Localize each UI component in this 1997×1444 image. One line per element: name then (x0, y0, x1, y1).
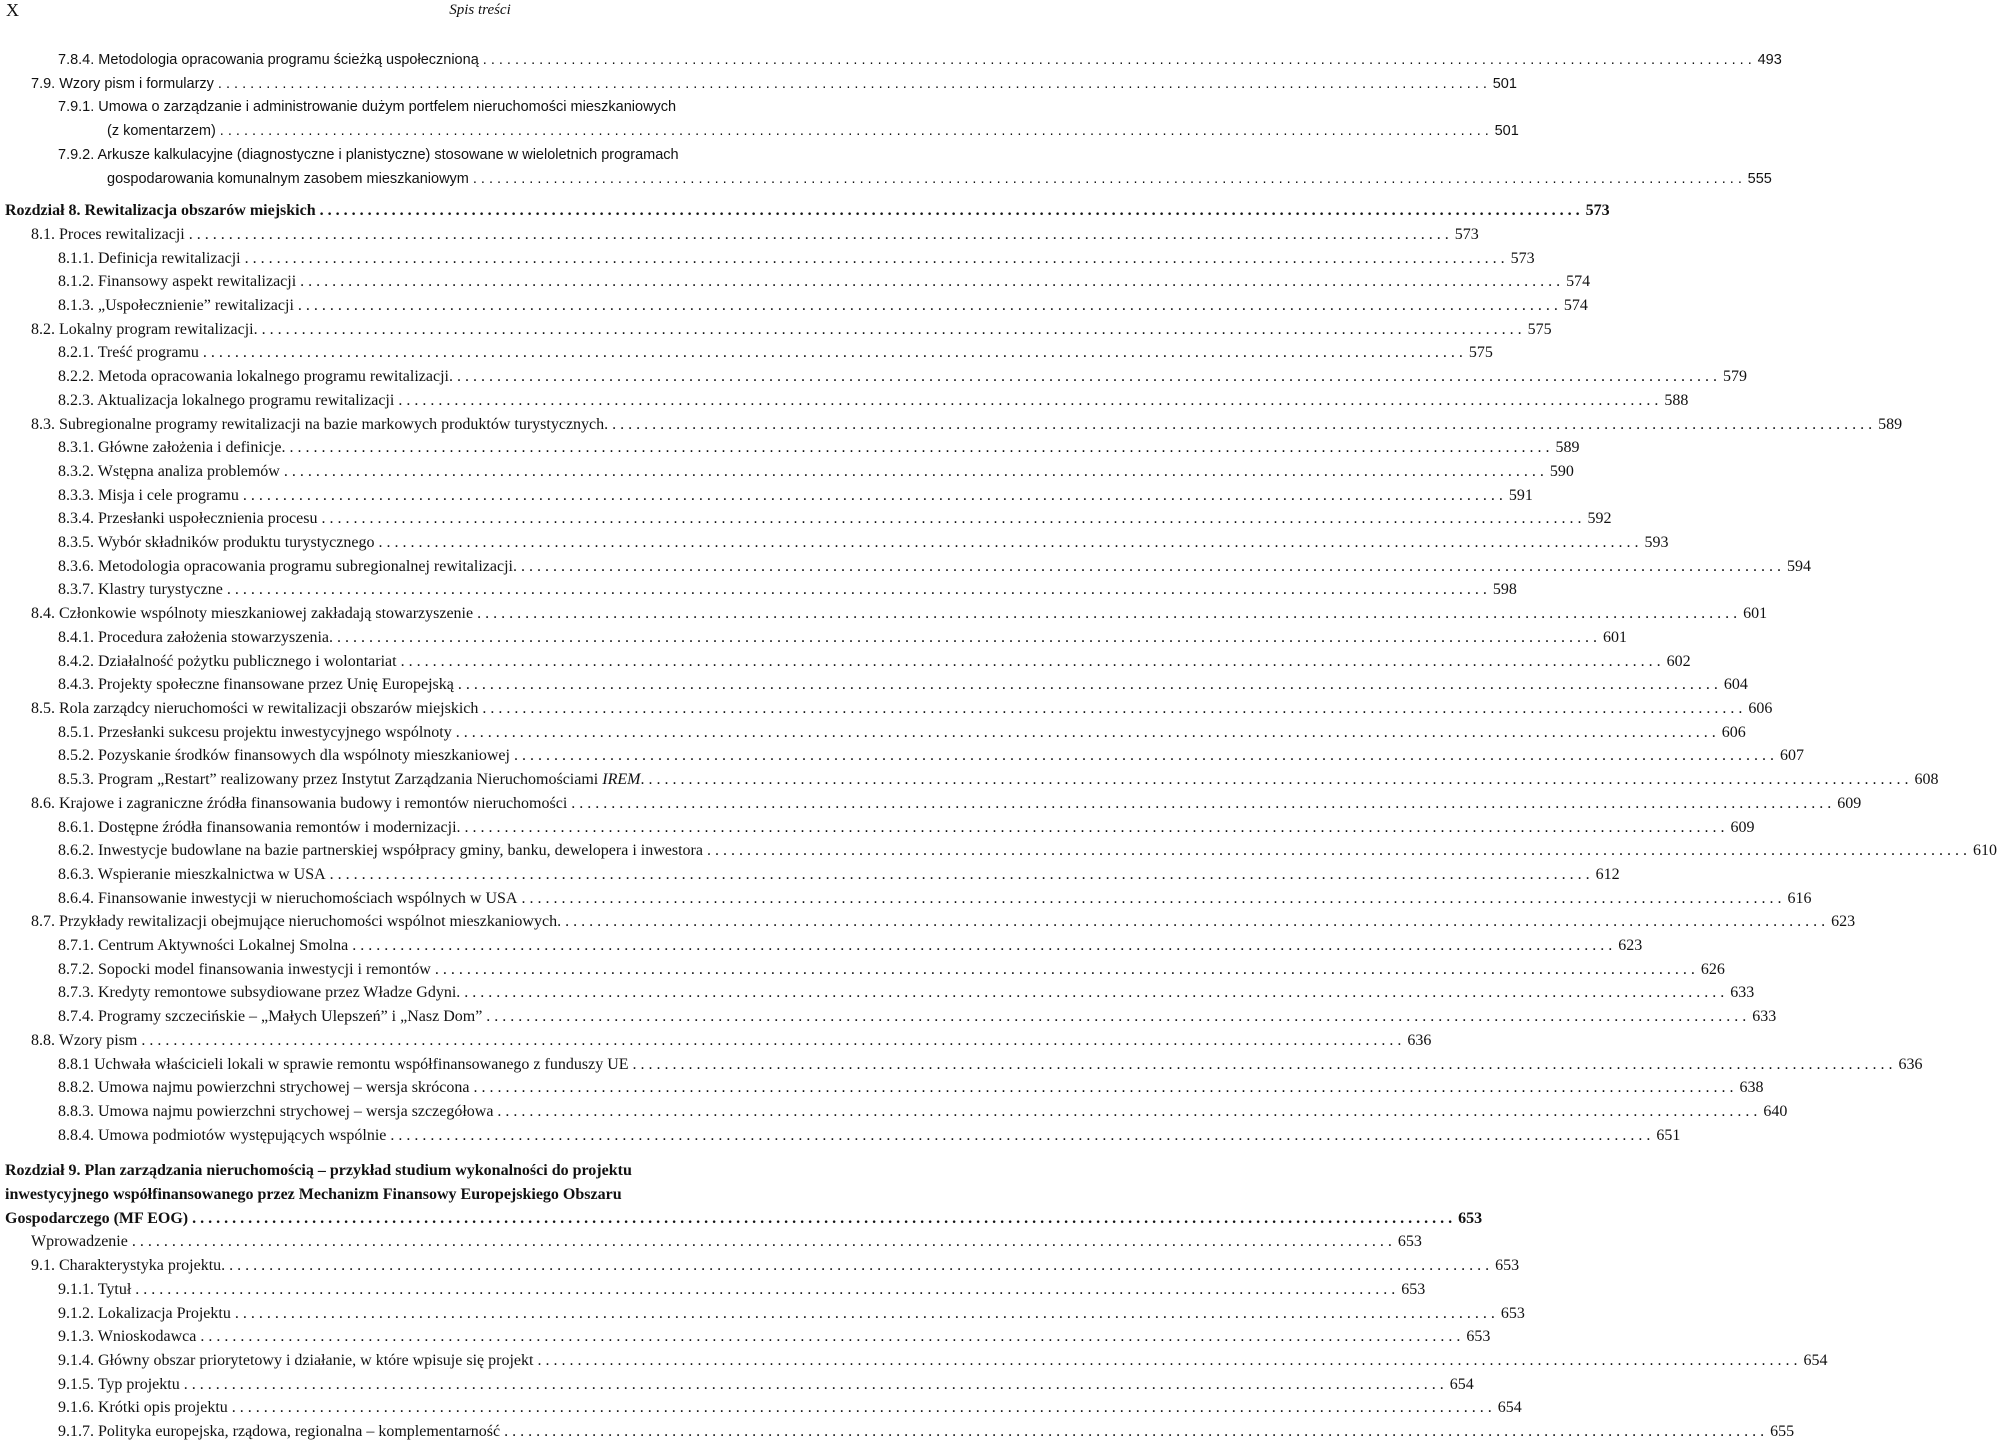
toc-entry-title: 8.2. Lokalny program rewitalizacji. (31, 320, 258, 338)
dot-leader (132, 1230, 1392, 1254)
toc-entry-page: 654 (1497, 1399, 1522, 1417)
toc-entry-line (58, 247, 1535, 271)
toc-entry-title: 8.6.3. Wspieranie mieszkalnictwa w USA (58, 865, 326, 883)
dot-leader (486, 1005, 1746, 1029)
toc-entry-page: 601 (1743, 605, 1768, 623)
dot-leader (497, 1100, 1757, 1124)
toc-entry-line (58, 168, 1772, 192)
toc-entry-title: 8.7. Przykłady rewitalizacji obejmujące nieruchomości wspólnot mieszkaniowych. (31, 913, 562, 931)
dot-leader (465, 816, 1725, 840)
toc-entry-title: 8.7.4. Programy szczecińskie – „Małych Ulepszeń” i „Nasz Dom” (58, 1008, 483, 1026)
toc-entry-line (58, 958, 1725, 982)
toc-entry-title: 8.1. Proces rewitalizacji (31, 225, 185, 243)
toc-entry-page: 501 (1492, 75, 1517, 92)
toc-entry-line (58, 484, 1533, 508)
toc-entry (0, 816, 1755, 840)
toc-entry (0, 484, 1533, 508)
toc-entry-line (58, 294, 1588, 318)
dot-leader (245, 247, 1505, 271)
toc-entry-page: 626 (1700, 960, 1725, 978)
toc-entry (0, 1254, 1520, 1278)
dot-leader (483, 49, 1752, 73)
toc-entry-line (58, 1373, 1474, 1397)
toc-entry-title: Rozdział 8. Rewitalizacja obszarów miejskich (5, 202, 316, 220)
dot-leader (141, 1029, 1401, 1053)
toc-entry (0, 555, 1811, 579)
toc-entry-line (58, 1420, 1795, 1444)
toc-entry-line (58, 934, 1643, 958)
toc-entry (0, 887, 1812, 911)
toc-entry-title: 8.3.6. Metodologia opracowania programu subregionalnej rewitalizacji. (58, 557, 517, 575)
dot-leader (398, 389, 1658, 413)
dot-leader (337, 626, 1597, 650)
toc-entry (0, 341, 1493, 365)
dot-leader (633, 1053, 1893, 1077)
toc-entry-page: 610 (1972, 842, 1997, 860)
toc-entry (0, 1349, 1828, 1373)
toc-entry-line (58, 721, 1746, 745)
dot-leader (707, 839, 1967, 863)
toc-entry-title: 8.5. Rola zarządcy nieruchomości w rewitalizacji obszarów miejskich (31, 699, 479, 717)
toc-entry (0, 721, 1746, 745)
toc-entry-line (58, 816, 1755, 840)
toc-entry (0, 199, 1610, 223)
dot-leader (203, 341, 1463, 365)
toc-entry-line (58, 673, 1748, 697)
toc-entry-page: 633 (1752, 1008, 1777, 1026)
toc-entry (0, 1029, 1432, 1053)
toc-entry-page: 594 (1786, 557, 1811, 575)
toc-entry-page: 654 (1803, 1351, 1828, 1369)
toc-entry (0, 1100, 1788, 1124)
toc-entry-page: 579 (1722, 368, 1747, 386)
toc-entry-title: 9.1.6. Krótki opis projektu (58, 1399, 228, 1417)
toc-entry-title: 8.3.7. Klastry turystyczne (58, 581, 223, 599)
toc-entry-line (58, 436, 1580, 460)
page-header (0, 0, 960, 24)
toc-entry-line (58, 839, 1997, 863)
toc-entry-page: 655 (1770, 1423, 1795, 1441)
toc-entry-title: 9.1. Charakterystyka projektu. (31, 1257, 226, 1275)
page-number: X (6, 0, 19, 20)
toc-entry (0, 1325, 1491, 1349)
dot-leader (457, 365, 1717, 389)
toc-entry-title-line: 7.9.1. Umowa o zarządzanie i administrowanie dużym portfelem nieruchomości mieszkaniowych (58, 99, 677, 116)
toc-entry-line (31, 73, 1517, 97)
toc-entry-line (31, 602, 1768, 626)
dot-leader (378, 531, 1638, 555)
toc-entry-title: 9.1.7. Polityka europejska, rządowa, regionalna – komplementarność (58, 1423, 501, 1441)
toc-entry-title: 8.6.2. Inwestycje budowlane na bazie partnerskiej współpracy gminy, banku, dewelopera i inwestora (58, 842, 703, 860)
toc-entry-page: 573 (1585, 202, 1610, 220)
toc-entry-page: 589 (1555, 439, 1580, 457)
toc-entry (0, 673, 1748, 697)
toc-entry (0, 626, 1627, 650)
toc-entry-title: 8.7.2. Sopocki model finansowania inwestycji i remontów (58, 960, 431, 978)
toc-entry-line (31, 910, 1856, 934)
toc-entry-line (31, 1254, 1520, 1278)
toc-entry (0, 768, 1939, 792)
toc-entry (0, 531, 1669, 555)
dot-leader (482, 697, 1742, 721)
toc-entry-page: 606 (1748, 699, 1773, 717)
toc-entry-page: 612 (1595, 865, 1620, 883)
toc-entry-title: 8.8.4. Umowa podmiotów występujących wspólnie (58, 1126, 387, 1144)
toc-entry-line (58, 1076, 1764, 1100)
dot-leader (135, 1278, 1395, 1302)
toc-entry-page: 653 (1458, 1209, 1483, 1227)
toc-entry-line (58, 626, 1627, 650)
toc-entry-title: 8.1.2. Finansowy aspekt rewitalizacji (58, 273, 297, 291)
toc-entry (0, 365, 1747, 389)
dot-leader (464, 981, 1724, 1005)
dot-leader (521, 887, 1781, 911)
toc-entry-page: 493 (1757, 52, 1782, 68)
toc-entry (0, 910, 1856, 934)
toc-entry-title: 9.1.5. Typ projektu (58, 1375, 180, 1393)
toc-entry-page: 589 (1878, 415, 1903, 433)
toc-entry (0, 1230, 1422, 1254)
toc-entry-page: 653 (1500, 1304, 1525, 1322)
toc-entry-page: 573 (1454, 225, 1479, 243)
toc-entry-title: gospodarowania komunalnym zasobem mieszkaniowym (107, 170, 469, 187)
toc-entry-page: 607 (1779, 747, 1804, 765)
toc-entry (0, 96, 1519, 143)
toc-entry-page: 575 (1527, 320, 1552, 338)
toc-entry-title: 8.4. Członkowie wspólnoty mieszkaniowej zakładają stowarzyszenie (31, 605, 474, 623)
toc-entry-line (58, 1349, 1828, 1373)
toc-entry (0, 697, 1773, 721)
dot-leader (401, 650, 1661, 674)
toc-entry (0, 1396, 1522, 1420)
toc-entry-page: 636 (1407, 1031, 1432, 1049)
toc-entry-title-line: inwestycyjnego współfinansowanego przez Mechanizm Finansowy Europejskiego Obszaru (5, 1186, 622, 1204)
toc-entry-title: 8.1.3. „Uspołecznienie” rewitalizacji (58, 297, 294, 315)
dot-leader (320, 199, 1580, 223)
toc-entry (0, 1124, 1681, 1148)
toc-entry-line (58, 389, 1689, 413)
toc-entry-page: 501 (1494, 123, 1519, 140)
toc-entry (0, 389, 1689, 413)
running-title: Spis treści (449, 2, 511, 18)
toc-entry-page: 654 (1449, 1375, 1474, 1393)
toc-entry-title: 8.8. Wzory pism (31, 1031, 138, 1049)
toc-entry-page: 575 (1468, 344, 1493, 362)
toc-entry-page: 608 (1914, 771, 1939, 789)
toc-entry-title: 8.4.3. Projekty społeczne finansowane przez Unię Europejską (58, 676, 454, 694)
toc-entry-line (58, 1124, 1681, 1148)
dot-leader (473, 168, 1742, 192)
toc-entry-line (31, 1230, 1422, 1254)
toc-entry (0, 247, 1535, 271)
toc-entry-line (58, 120, 1519, 144)
toc-entry-line (58, 863, 1620, 887)
toc-entry-title: 8.7.3. Kredyty remontowe subsydiowane przez Władze Gdyni. (58, 984, 461, 1002)
toc-entry-page: 590 (1549, 462, 1574, 480)
toc-entry-line (31, 1029, 1432, 1053)
toc-entry-line (58, 650, 1691, 674)
toc-entry-line (58, 1396, 1522, 1420)
dot-leader (262, 318, 1522, 342)
toc-entry-page: 592 (1587, 510, 1612, 528)
toc-entry-title: 8.3. Subregionalne programy rewitalizacji na bazie markowych produktów turystycznych. (31, 415, 609, 433)
toc-entry-line (58, 1325, 1491, 1349)
toc-entry (0, 744, 1804, 768)
toc-entry-line (58, 887, 1812, 911)
toc-entry-page: 591 (1508, 486, 1533, 504)
toc-entry (0, 318, 1552, 342)
toc-entry (0, 294, 1588, 318)
toc-entry-line (58, 341, 1493, 365)
toc-entry-page: 609 (1837, 794, 1862, 812)
toc-entry-line (31, 223, 1479, 247)
toc-entry-line (58, 578, 1517, 602)
toc-entry-line (58, 49, 1782, 73)
toc-entry-line (58, 365, 1747, 389)
toc-entry-title: 9.1.3. Wnioskodawca (58, 1328, 197, 1346)
toc-entry-line (58, 531, 1669, 555)
dot-leader (565, 910, 1825, 934)
dot-leader (612, 413, 1872, 437)
toc-entry-page: 623 (1831, 913, 1856, 931)
toc-entry-line (31, 413, 1903, 437)
dot-leader (220, 120, 1489, 144)
dot-leader (477, 602, 1737, 626)
toc-entry-page: 640 (1763, 1102, 1788, 1120)
toc-entry (0, 1159, 1483, 1230)
toc-entry-page: 616 (1787, 889, 1812, 907)
toc-entry-page: 598 (1492, 581, 1517, 599)
toc-entry-line (58, 744, 1804, 768)
toc-entry-title: 9.1.2. Lokalizacja Projektu (58, 1304, 231, 1322)
toc-entry-title: 8.8.3. Umowa najmu powierzchni strychowej – wersja szczegółowa (58, 1102, 494, 1120)
toc-entry-title-line: 7.9.2. Arkusze kalkulacyjne (diagnostyczne i planistyczne) stosowane w wieloletnich programach (58, 146, 679, 163)
toc-entry-title: 9.1.1. Tytuł (58, 1280, 132, 1298)
toc-entry-title: 8.3.4. Przesłanki uspołecznienia procesu (58, 510, 318, 528)
toc-entry-title: 9.1.4. Główny obszar priorytetowy i działanie, w które wpisuje się projekt (58, 1351, 534, 1369)
toc-entry-line (58, 981, 1755, 1005)
toc-entry-line (58, 460, 1574, 484)
dot-leader (218, 73, 1487, 97)
table-of-contents (0, 49, 1997, 1444)
toc-entry-title: 8.8.2. Umowa najmu powierzchni strychowej – wersja skrócona (58, 1079, 470, 1097)
toc-entry (0, 270, 1591, 294)
dot-leader (235, 1302, 1495, 1326)
toc-entry (0, 602, 1768, 626)
toc-entry-page: 601 (1603, 628, 1627, 646)
toc-entry (0, 413, 1903, 437)
dot-leader (435, 958, 1695, 982)
toc-entry (0, 73, 1517, 97)
toc-entry (0, 144, 1772, 191)
toc-entry-title: 8.6.1. Dostępne źródła finansowania remontów i modernizacji. (58, 818, 461, 836)
toc-entry (0, 958, 1725, 982)
toc-entry-title: 8.5.3. Program „Restart” realizowany przez Instytut Zarządzania Nieruchomościami IREM. (58, 771, 645, 789)
toc-entry-title: Wprowadzenie (31, 1233, 128, 1251)
toc-entry-line (58, 1053, 1923, 1077)
dot-leader (537, 1349, 1797, 1373)
toc-entry (0, 223, 1479, 247)
dot-leader (390, 1124, 1650, 1148)
toc-entry (0, 578, 1517, 602)
toc-entry-title: 8.5.2. Pozyskanie środków finansowych dla wspólnoty mieszkaniowej (58, 747, 510, 765)
toc-entry-page: 602 (1666, 652, 1691, 670)
toc-entry-title: 8.4.2. Działalność pożytku publicznego i wolontariat (58, 652, 397, 670)
dot-leader (200, 1325, 1460, 1349)
toc-entry-page: 653 (1495, 1257, 1520, 1275)
toc-entry (0, 507, 1612, 531)
dot-leader (321, 507, 1581, 531)
toc-entry-page: 604 (1723, 676, 1748, 694)
toc-entry-line (31, 318, 1552, 342)
dot-leader (571, 792, 1831, 816)
toc-entry-line (58, 507, 1612, 531)
toc-entry-title: 8.1.1. Definicja rewitalizacji (58, 249, 241, 267)
toc-entry-line (58, 768, 1939, 792)
toc-entry (0, 934, 1643, 958)
toc-entry-page: 633 (1730, 984, 1755, 1002)
toc-entry (0, 981, 1755, 1005)
toc-entry-line (31, 697, 1773, 721)
toc-entry (0, 1302, 1525, 1326)
toc-entry-page: 653 (1401, 1280, 1426, 1298)
toc-entry-title: 8.2.3. Aktualizacja lokalnego programu rewitalizacji (58, 391, 395, 409)
toc-entry-title: 7.8.4. Metodologia opracowania programu ścieżką uspołecznioną (58, 52, 479, 68)
toc-entry-page: 653 (1397, 1233, 1422, 1251)
toc-entry-title: Gospodarczego (MF EOG) (5, 1209, 189, 1227)
toc-entry-page: 573 (1510, 249, 1535, 267)
dot-leader (300, 270, 1560, 294)
dot-leader (504, 1420, 1764, 1444)
toc-entry-line (58, 1278, 1426, 1302)
toc-entry-page: 638 (1739, 1079, 1764, 1097)
toc-entry (0, 1053, 1923, 1077)
toc-entry-line (58, 555, 1811, 579)
toc-entry-title: 8.2.2. Metoda opracowania lokalnego programu rewitalizacji. (58, 368, 453, 386)
toc-entry-title: 8.5.1. Przesłanki sukcesu projektu inwestycyjnego wspólnoty (58, 723, 452, 741)
toc-entry-title: 8.3.2. Wstępna analiza problemów (58, 462, 280, 480)
toc-entry-page: 636 (1898, 1055, 1923, 1073)
toc-entry-title: 8.7.1. Centrum Aktywności Lokalnej Smolna (58, 937, 349, 955)
toc-entry-title: 8.6.4. Finansowanie inwestycji w nieruchomościach wspólnych w USA (58, 889, 518, 907)
toc-entry-title: 8.3.1. Główne założenia i definicje. (58, 439, 286, 457)
dot-leader (192, 1207, 1452, 1231)
toc-entry-line (58, 1005, 1777, 1029)
dot-leader (243, 484, 1503, 508)
toc-entry (0, 1076, 1764, 1100)
toc-entry (0, 650, 1691, 674)
toc-entry-page: 609 (1730, 818, 1755, 836)
toc-entry (0, 49, 1782, 73)
toc-entry-title: 8.6. Krajowe i zagraniczne źródła finansowania budowy i remontów nieruchomości (31, 794, 568, 812)
toc-entry (0, 863, 1620, 887)
toc-entry-page: 623 (1618, 937, 1643, 955)
toc-entry-title: 8.3.5. Wybór składników produktu turystycznego (58, 534, 375, 552)
dot-leader (289, 436, 1549, 460)
toc-entry (0, 792, 1862, 816)
toc-entry-page: 588 (1664, 391, 1689, 409)
dot-leader (521, 555, 1781, 579)
dot-leader (458, 673, 1718, 697)
toc-entry-page: 653 (1466, 1328, 1491, 1346)
toc-entry-page: 593 (1644, 534, 1669, 552)
toc-entry-page: 574 (1566, 273, 1591, 291)
toc-entry-title: 8.4.1. Procedura założenia stowarzyszenia. (58, 628, 333, 646)
dot-leader (184, 1373, 1444, 1397)
toc-entry-title: 8.8.1 Uchwała właścicieli lokali w sprawie remontu współfinansowanego z funduszy UE (58, 1055, 629, 1073)
toc-entry-line (58, 1100, 1788, 1124)
toc-entry (0, 1420, 1795, 1444)
toc-entry (0, 460, 1574, 484)
dot-leader (232, 1396, 1492, 1420)
dot-leader (189, 223, 1449, 247)
dot-leader (298, 294, 1558, 318)
toc-entry-line (58, 1302, 1525, 1326)
toc-entry-title: 7.9. Wzory pism i formularzy (31, 75, 214, 92)
dot-leader (352, 934, 1612, 958)
dot-leader (456, 721, 1716, 745)
toc-entry-page: 606 (1721, 723, 1746, 741)
toc-entry (0, 1005, 1777, 1029)
toc-entry-line (58, 270, 1591, 294)
dot-leader (284, 460, 1544, 484)
toc-entry-title: (z komentarzem) (107, 123, 216, 140)
dot-leader (514, 744, 1774, 768)
dot-leader (229, 1254, 1489, 1278)
toc-entry (0, 1278, 1426, 1302)
toc-entry-line (5, 199, 1610, 223)
toc-entry-line (5, 1207, 1483, 1231)
dot-leader (648, 768, 1908, 792)
toc-entry-page: 574 (1563, 297, 1588, 315)
toc-entry-page: 555 (1747, 170, 1772, 187)
toc-entry-title-line: Rozdział 9. Plan zarządzania nieruchomością – przykład studium wykonalności do projektu (5, 1162, 632, 1180)
dot-leader (227, 578, 1487, 602)
toc-entry (0, 436, 1580, 460)
toc-entry-title: 8.2.1. Treść programu (58, 344, 199, 362)
toc-entry (0, 1373, 1474, 1397)
toc-entry (0, 839, 1997, 863)
toc-entry-title: 8.3.3. Misja i cele programu (58, 486, 239, 504)
toc-entry-page: 651 (1656, 1126, 1681, 1144)
dot-leader (330, 863, 1590, 887)
dot-leader (473, 1076, 1733, 1100)
toc-entry-line (31, 792, 1862, 816)
